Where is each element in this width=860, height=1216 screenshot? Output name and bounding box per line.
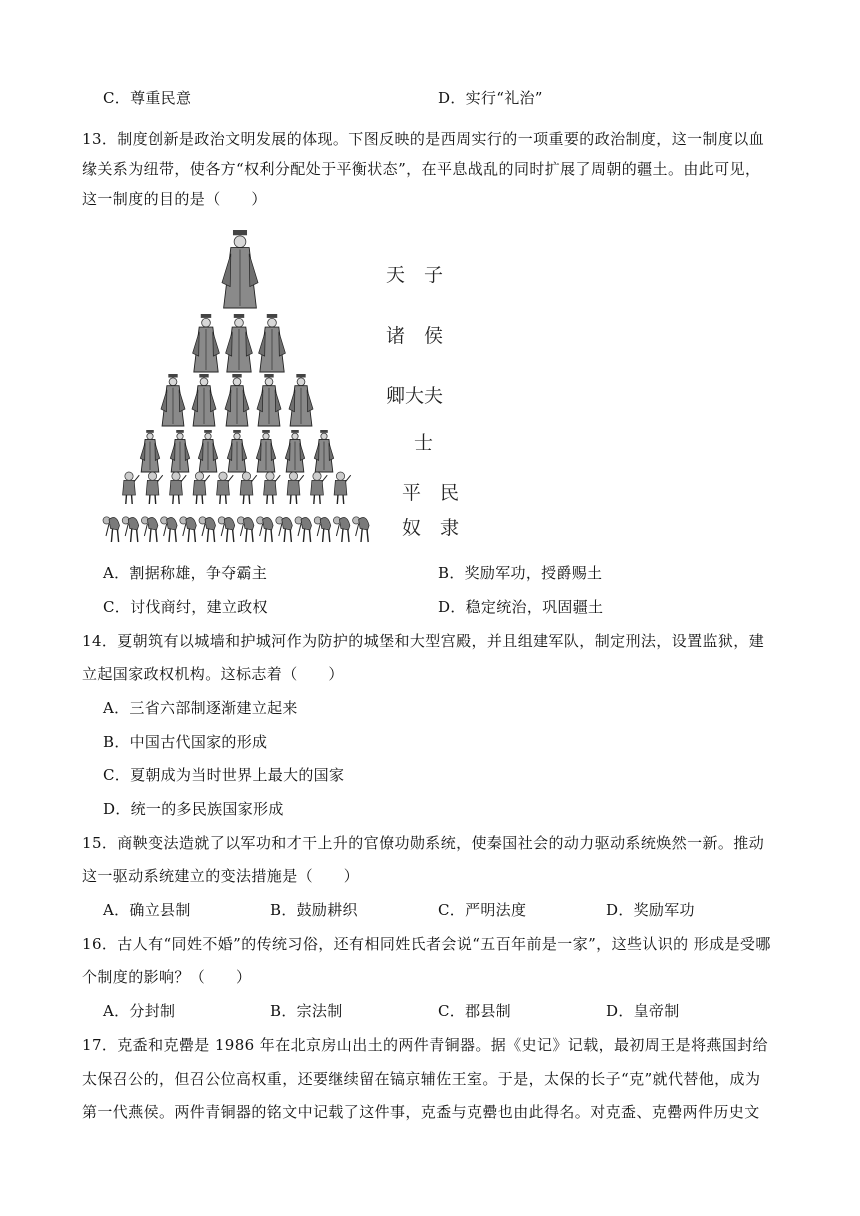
figure-nuli-8	[237, 517, 254, 542]
label-qingdafu: 卿大夫	[386, 385, 444, 407]
q15-option-b: B．鼓励耕织	[270, 901, 358, 919]
q13-option-b: B．奖励军功，授爵赐土	[438, 564, 603, 582]
figure-pingmin-9	[311, 472, 328, 504]
figure-pingmin-6	[240, 472, 257, 504]
q17-stem-line-2: 太保召公的，但召公位高权重，还要继续留在镐京辅佐王室。于是，太保的长子“克”就代替他，成为	[82, 1070, 761, 1088]
q14-stem-line-1: 14．夏朝筑有以城墙和护城河作为防护的城堡和大型宫殿，并且组建军队，制定刑法，设置监狱，建	[82, 632, 765, 650]
figure-nuli-13	[333, 517, 350, 542]
figure-pingmin-3	[170, 472, 187, 504]
q13-option-c: C．讨伐商纣，建立政权	[103, 598, 268, 616]
western-zhou-hierarchy-figure	[100, 222, 470, 550]
figure-nuli-14	[353, 517, 370, 542]
q16-option-d: D．皇帝制	[606, 1002, 680, 1020]
q15-option-a: A．确立县制	[103, 901, 191, 919]
q17-stem-line-3: 第一代燕侯。两件青铜器的铭文中记载了这件事，克盉与克罍也由此得名。对克盉、克罍两件历史文	[82, 1103, 760, 1121]
q14-option-a: A．三省六部制逐渐建立起来	[103, 699, 298, 717]
q16-option-c: C．郡县制	[438, 1002, 511, 1020]
q16-stem-line-2: 个制度的影响？（ ）	[82, 968, 252, 986]
label-tianzi: 天 子	[386, 264, 444, 286]
figure-nuli-7	[218, 517, 234, 542]
figure-pingmin-7	[264, 472, 281, 504]
figure-qingdafu-4	[257, 374, 281, 426]
figure-pingmin-10	[334, 472, 351, 504]
figure-qingdafu-2	[192, 374, 216, 426]
figure-shi-6	[285, 430, 304, 472]
figure-pingmin-1	[123, 472, 140, 504]
figure-nuli-2	[122, 517, 139, 542]
figure-nuli-6	[199, 517, 216, 542]
q13-option-a: A．割据称雄，争夺霸主	[103, 564, 268, 582]
q14-stem-line-2: 立起国家政权机构。这标志着（ ）	[82, 665, 344, 683]
q15-option-d: D．奖励军功	[606, 901, 695, 919]
figure-qingdafu-1	[161, 374, 185, 426]
figure-qingdafu-5	[289, 374, 313, 426]
q15-stem-line-2: 这一驱动系统建立的变法措施是（ ）	[82, 867, 360, 885]
label-pingmin: 平 民	[402, 482, 460, 504]
figure-shi-5	[256, 430, 275, 472]
figure-nuli-3	[141, 517, 158, 542]
q17-stem-line-1: 17．克盉和克罍是 1986 年在北京房山出土的两件青铜器。据《史记》记载，最初周王是将燕国封给	[82, 1036, 769, 1054]
figure-zhuhou-2	[226, 314, 253, 372]
q16-option-a: A．分封制	[103, 1002, 176, 1020]
figure-zhuhou-3	[259, 314, 286, 372]
figure-pingmin-5	[217, 472, 234, 504]
q14-option-c: C．夏朝成为当时世界上最大的国家	[103, 766, 345, 784]
label-nuli: 奴 隶	[402, 517, 460, 539]
figure-nuli-1	[103, 517, 120, 542]
figure-nuli-5	[180, 517, 197, 542]
figure-shi-2	[170, 430, 189, 472]
figure-pingmin-4	[193, 472, 210, 504]
figure-nuli-12	[314, 517, 331, 542]
q13-stem-line-3: 这一制度的目的是（ ）	[82, 190, 267, 208]
label-zhuhou: 诸 侯	[386, 325, 444, 347]
figure-shi-7	[314, 430, 333, 472]
q13-stem-line-2: 缘关系为纽带，使各方“权利分配处于平衡状态”，在平息战乱的同时扩展了周朝的疆土。由此可见，	[82, 160, 761, 178]
q13-option-d: D．稳定统治，巩固疆土	[438, 598, 604, 616]
figure-shi-3	[198, 430, 217, 472]
q12-option-c: C．尊重民意	[103, 89, 192, 107]
q12-option-d: D．实行“礼治”	[438, 89, 543, 107]
figure-pingmin-8	[287, 472, 304, 504]
social-pyramid-illustration	[100, 222, 390, 550]
q13-stem-line-1: 13．制度创新是政治文明发展的体现。下图反映的是西周实行的一项重要的政治制度，这一制度以血	[82, 130, 765, 148]
label-shi: 士	[414, 432, 434, 454]
figure-nuli-10	[276, 517, 293, 542]
figure-shi-1	[140, 430, 159, 472]
q15-option-c: C．严明法度	[438, 901, 527, 919]
figure-shi-4	[227, 430, 246, 472]
figure-nuli-9	[257, 517, 274, 542]
q16-stem-line-1: 16．古人有“同姓不婚”的传统习俗，还有相同姓氏者会说“五百年前是一家”，这些认识的 形成是受哪	[82, 935, 771, 953]
figure-nuli-11	[295, 517, 312, 542]
q14-option-d: D．统一的多民族国家形成	[103, 800, 284, 818]
q16-option-b: B．宗法制	[270, 1002, 343, 1020]
figure-tianzi	[222, 230, 258, 308]
q15-stem-line-1: 15．商鞅变法造就了以军功和才干上升的官僚功勋系统，使秦国社会的动力驱动系统焕然一新。推动	[82, 834, 765, 852]
q14-option-b: B．中国古代国家的形成	[103, 733, 268, 751]
figure-qingdafu-3	[225, 374, 249, 426]
figure-nuli-4	[161, 517, 178, 542]
figure-pingmin-2	[146, 472, 163, 504]
figure-zhuhou-1	[193, 314, 220, 372]
